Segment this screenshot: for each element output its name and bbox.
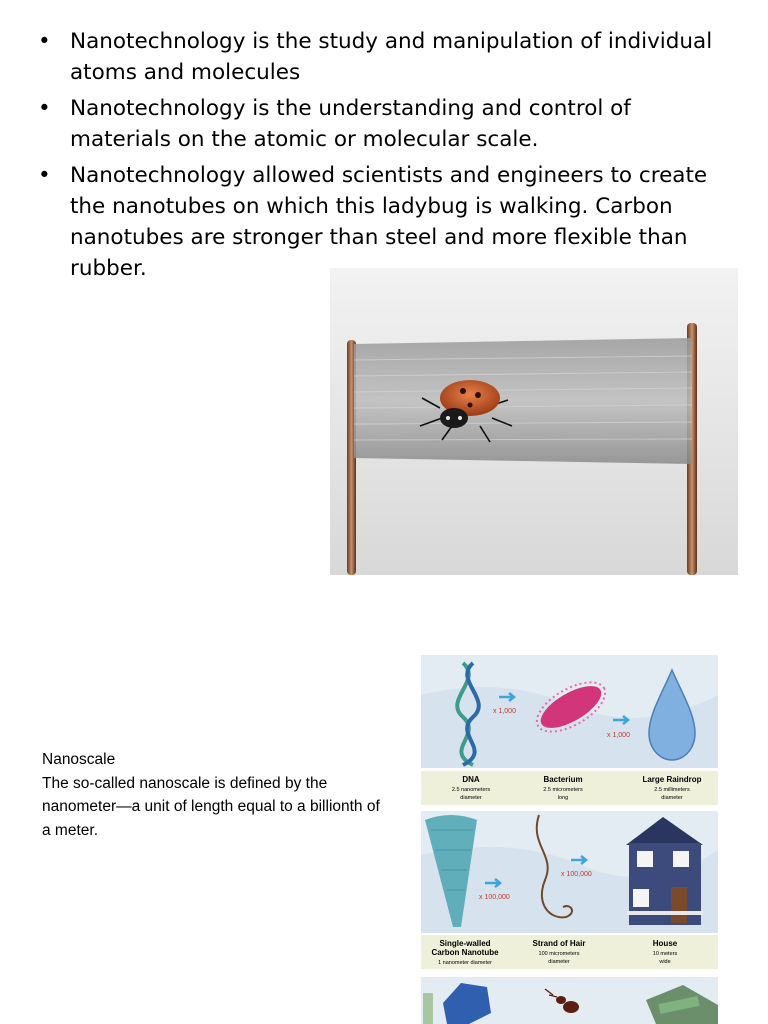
nanoscale-body: The so-called nanoscale is defined by the nanometer—a unit of length equal to a billionth of a meter. — [42, 774, 380, 839]
label-bacterium-unit: long — [557, 795, 569, 801]
label-house: House — [652, 939, 678, 948]
bullet-item — [38, 26, 728, 88]
label-hair-unit: diameter — [548, 959, 570, 965]
label-house-unit: wide — [659, 959, 671, 965]
row2-mult2: x 100,000 — [561, 871, 592, 878]
label-dna-unit: diameter — [460, 795, 482, 801]
bullet-text: Nanotechnology allowed scientists and engineers to create the nanotubes on which this ladybug is walking. Carbon nanotubes are stronger than steel and more flexible than rubber. — [70, 163, 708, 281]
bullet-text: Nanotechnology is the study and manipulation of individual atoms and molecules — [70, 29, 713, 85]
bullet-item — [38, 160, 728, 284]
ladybug-nanotube-photo — [330, 268, 738, 575]
ladybug-head — [440, 408, 468, 428]
label-bacterium-size: 2.5 micrometers — [543, 787, 583, 793]
label-raindrop: Large Raindrop — [642, 775, 702, 784]
bullet-list — [38, 26, 728, 289]
bullet-marker: • — [38, 29, 51, 54]
scale-infographic-svg — [421, 655, 718, 1024]
bullet-item — [38, 93, 728, 155]
nanoscale-heading: Nanoscale — [42, 751, 116, 768]
label-bacterium: Bacterium — [543, 775, 583, 784]
label-dna-size: 2.5 nanometers — [451, 787, 491, 793]
label-nanotube-size: 1 nanometer diameter — [438, 960, 492, 966]
bullet-marker: • — [38, 163, 51, 188]
bullet-text: Nanotechnology is the understanding and control of materials on the atomic or molecular scale. — [70, 96, 631, 152]
label-nanotube: Single-walled — [439, 939, 491, 948]
scale-infographic — [421, 655, 718, 1024]
row1-mult2: x 1,000 — [607, 732, 630, 739]
label-nanotube-2: Carbon Nanotube — [431, 948, 499, 957]
label-hair: Strand of Hair — [532, 939, 586, 948]
label-raindrop-size: 2.5 millimeters — [654, 787, 690, 793]
label-house-size: 10 meters — [652, 951, 678, 957]
label-dna: DNA — [462, 775, 480, 784]
row1-mult1: x 1,000 — [493, 708, 516, 715]
label-hair-size: 100 micrometers — [538, 951, 580, 957]
ladybug-illustration — [330, 268, 738, 575]
row2-mult1: x 100,000 — [479, 894, 510, 901]
label-raindrop-unit: diameter — [661, 795, 683, 801]
bullet-marker: • — [38, 96, 51, 121]
nanoscale-caption — [42, 748, 382, 842]
